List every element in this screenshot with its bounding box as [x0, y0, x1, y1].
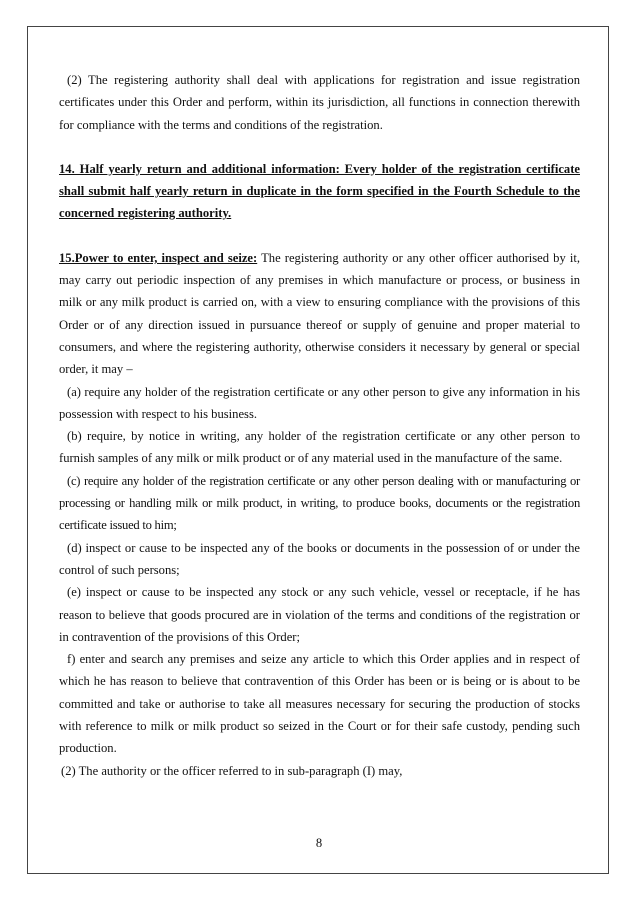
page-number: 8 — [315, 836, 323, 850]
clause-d: (d) inspect or cause to be inspected any of the books or documents in the possession of or under the control of such persons; — [59, 540, 580, 577]
clause-b: (b) require, by notice in writing, any holder of the registration certificate or any other person to furnish samples of any milk or milk product or of any material used in the manufacture of the same. — [59, 429, 580, 466]
section-15-body: The registering authority or any other officer authorised by it, may carry out periodic inspection of any premises in which manufacture or process, or business in milk or any milk product is carried on, with a view to ensuring compliance with the provisions of this Order or of any direction issued in pursuance thereof or supply of genuine and proper material to consumers, and where the registering authority, otherwise considers it necessary by general or special order, it may – — [59, 250, 580, 377]
clause-c: (c) require any holder of the registration certificate or any other person dealing with or manufacturing or processing or handling milk or milk product, in writing, to produce books, documents or the registration certificate issued to him; — [59, 473, 580, 533]
paragraph-sub-2: (2) The authority or the officer referred to in sub-paragraph (I) may, — [61, 763, 403, 778]
paragraph-registering-authority: (2) The registering authority shall deal with applications for registration and issue registration certificates under this Order and perform, within its jurisdiction, all functions in connection therewith for compliance with the terms and conditions of the registration. — [59, 73, 580, 132]
clause-e: (e) inspect or cause to be inspected any stock or any such vehicle, vessel or receptacle, if he has reason to believe that goods procured are in violation of the terms and conditions of the registration or in contravention of the provisions of this Order; — [59, 585, 580, 644]
clause-f: f) enter and search any premises and seize any article to which this Order applies and in respect of which he has reason to believe that contravention of this Order has been or is being or is about to be committed and take or authorise to take all measures necessary for securing the production of stocks with reference to milk or milk product so seized in the Court or for their safe custody, pending such production. — [59, 652, 580, 756]
section-15-heading: 15.Power to enter, inspect and seize: — [59, 250, 258, 265]
section-15 — [59, 247, 580, 381]
section-14: 14. Half yearly return and additional information: Every holder of the registration certificate shall submit half yearly return in duplicate in the form specified in the Fourth Schedule to the concerned registering authority. — [59, 161, 580, 221]
document-body — [59, 69, 580, 782]
clause-a: (a) require any holder of the registration certificate or any other person to give any information in his possession with respect to his business. — [59, 384, 580, 421]
